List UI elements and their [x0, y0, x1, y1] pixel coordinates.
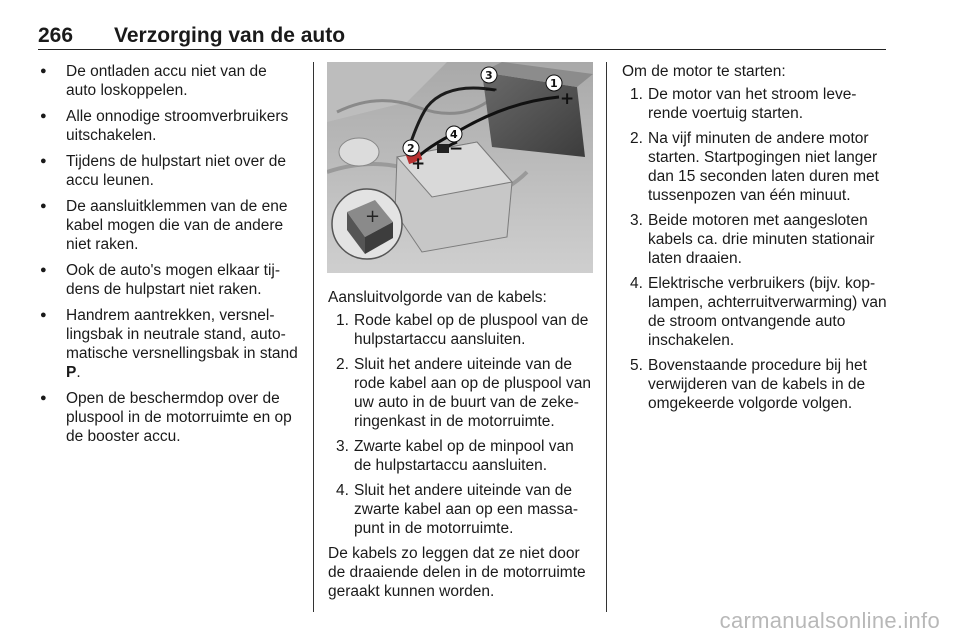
- list-item: ● Ook de auto's mogen elkaar tij-dens de hulpstart niet raken.: [38, 261, 300, 299]
- list-item: 4. Sluit het andere uiteinde van de zwarte kabel aan op een massa-punt in de motorruimte.: [336, 482, 579, 537]
- svg-text:−: −: [484, 80, 499, 100]
- svg-text:3: 3: [485, 69, 493, 82]
- page-header: [38, 24, 886, 50]
- jump-start-illustration: [327, 62, 593, 273]
- list-item-end: .: [76, 364, 81, 381]
- column-1: [38, 62, 300, 453]
- car-battery-icon: [332, 189, 402, 259]
- column-3: [622, 62, 888, 419]
- list-item: ● De ontladen accu niet van de auto loskoppelen.: [38, 62, 300, 100]
- svg-text:1: 1: [550, 77, 558, 90]
- column-2: [328, 62, 593, 601]
- gear-position-p: P: [66, 364, 77, 381]
- list-item: 2. Na vijf minuten de andere motor starten. Startpogingen niet langer dan 15 seconden laten duren met tussenpozen van één minuut.: [630, 130, 879, 204]
- connection-steps: [328, 311, 593, 538]
- column-divider-2: [606, 62, 607, 612]
- svg-text:+: +: [560, 89, 575, 109]
- list-item: ● Tijdens de hulpstart niet over de accu leunen.: [38, 152, 300, 190]
- precaution-list: [38, 62, 300, 446]
- list-item: ● Open de beschermdop over de pluspool in de motorruimte en op de booster accu.: [38, 389, 300, 446]
- cable-routing-note: De kabels zo leggen dat ze niet door de draaiende delen in de motorruimte geraakt kunnen worden.: [328, 545, 586, 600]
- page-title: Verzorging van de auto: [114, 24, 346, 47]
- svg-text:+: +: [411, 154, 426, 174]
- list-item: ● De aansluitklemmen van de ene kabel mogen die van de andere niet raken.: [38, 197, 300, 254]
- list-item: 1. De motor van het stroom leve-rende voertuig starten.: [630, 86, 857, 122]
- list-item: 3. Zwarte kabel op de minpool van de hulpstartaccu aansluiten.: [336, 438, 574, 474]
- svg-text:4: 4: [450, 128, 458, 141]
- column-divider-1: [313, 62, 314, 612]
- start-engine-steps: [622, 85, 888, 413]
- svg-text:2: 2: [407, 142, 415, 155]
- list-item-text: Handrem aantrekken, versnel-lingsbak in neutrale stand, auto-matische versnellingsbak in stand: [66, 307, 298, 362]
- list-item: ● Alle onnodige stroomverbruikers uitschakelen.: [38, 107, 300, 145]
- svg-text:−: −: [449, 139, 464, 159]
- page-number: 266: [38, 24, 74, 47]
- list-item: 3. Beide motoren met aangesloten kabels ca. drie minuten stationair laten draaien.: [630, 212, 875, 267]
- connection-order-intro: Aansluitvolgorde van de kabels:: [328, 289, 547, 306]
- list-item: [38, 306, 300, 382]
- list-item: 2. Sluit het andere uiteinde van de rode kabel aan op de pluspool van uw auto in de buurt van de zeke-ringenkast in de motorruimte.: [336, 356, 591, 430]
- start-engine-intro: Om de motor te starten:: [622, 63, 786, 80]
- list-item: 5. Bovenstaande procedure bij het verwijderen van de kabels in de omgekeerde volgorde volgen.: [630, 357, 867, 412]
- list-item: 4. Elektrische verbruikers (bijv. kop-lampen, achterruitverwarming) van de stroom ontvangende auto inschakelen.: [630, 275, 887, 349]
- watermark-link[interactable]: carmanualsonline.info: [719, 608, 940, 633]
- list-item: 1. Rode kabel op de pluspool van de hulpstartaccu aansluiten.: [336, 312, 589, 348]
- svg-text:+: +: [365, 206, 381, 227]
